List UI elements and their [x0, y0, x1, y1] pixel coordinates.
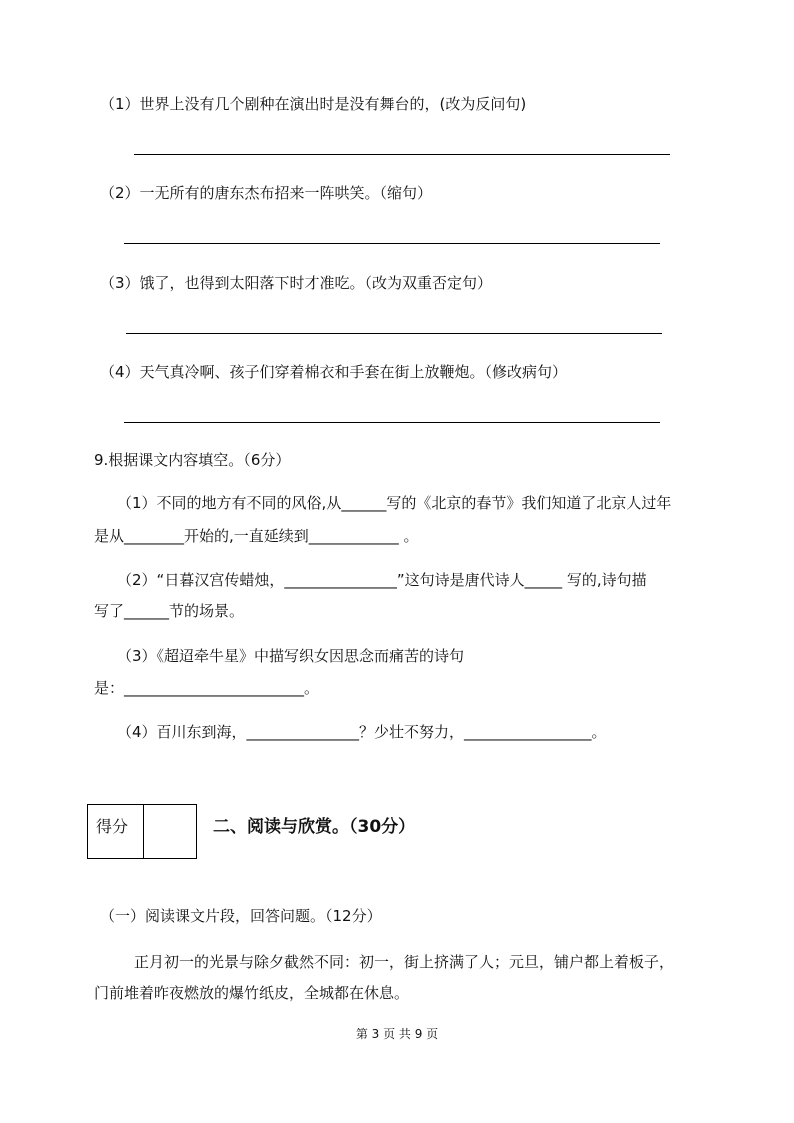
answer-line-q8-2: [124, 243, 660, 244]
reading-paragraph-line-1: 正月初一的光景与除夕截然不同：初一，街上挤满了人；元旦，铺户都上着板子，: [134, 953, 675, 971]
q9-item-3-line-2: 是：________________________。: [94, 679, 320, 697]
q8-item-1: （1）世界上没有几个剧种在演出时是没有舞台的，(改为反问句): [100, 95, 527, 113]
score-label: 得分: [88, 805, 144, 858]
answer-line-q8-3: [126, 333, 662, 334]
q8-item-3: （3）饿了，也得到太阳落下时才准吃。（改为双重否定句）: [100, 274, 493, 292]
section-title: 二、阅读与欣赏。（30分）: [213, 817, 416, 837]
reading-heading: （一）阅读课文片段，回答问题。（12分）: [100, 907, 382, 925]
q9-item-1-line-2: 是从________开始的,一直延续到____________ 。: [94, 527, 419, 545]
q8-item-2: （2）一无所有的唐东杰布招来一阵哄笑。（缩句）: [100, 184, 433, 202]
score-value-cell: [144, 805, 196, 858]
q9-item-4: （4）百川东到海，_______________？少壮不努力，_________________。: [117, 723, 607, 741]
q9-item-2-line-2: 写了______节的场景。: [94, 602, 245, 620]
score-box: [87, 804, 197, 859]
q9-item-2-line-1: （2）“日暮汉宫传蜡烛，_______________”这句诗是唐代诗人_____ 写的,诗句描: [117, 571, 647, 589]
q9-item-1-line-1: （1）不同的地方有不同的风俗,从______写的《北京的春节》我们知道了北京人过年: [117, 494, 672, 512]
page-footer: 第 3 页 共 9 页: [355, 1027, 439, 1041]
q9-item-3-line-1: （3）《超迢牵牛星》中描写织女因思念而痛苦的诗句: [117, 647, 465, 665]
reading-paragraph-line-2: 门前堆着昨夜燃放的爆竹纸皮，全城都在休息。: [94, 984, 410, 1002]
answer-line-q8-1: [134, 154, 670, 155]
answer-line-q8-4: [124, 422, 660, 423]
q9-title: 9.根据课文内容填空。（6分）: [94, 451, 291, 469]
q8-item-4: （4）天气真冷啊、孩子们穿着棉衣和手套在街上放鞭炮。（修改病句）: [100, 363, 568, 381]
